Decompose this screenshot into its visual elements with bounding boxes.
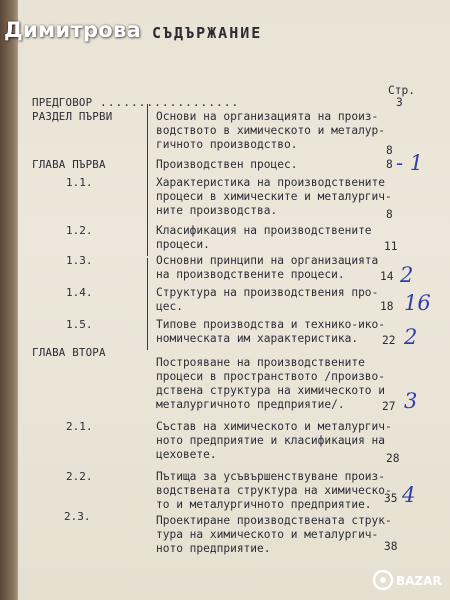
section-number: 1.2.: [66, 224, 93, 237]
column-divider-line: [147, 104, 148, 256]
chapter2-label: ГЛАВА ВТОРА: [32, 346, 106, 359]
section-number: 1.5.: [66, 318, 93, 331]
part1-line: водството в химическото и металур-: [156, 124, 386, 137]
preface-label: ПРЕДГОВОР: [32, 96, 93, 109]
column-divider-line: [147, 258, 148, 350]
handwritten-note: 3: [404, 389, 418, 413]
section-page: 11: [384, 240, 398, 253]
chapter1-page: 8: [386, 158, 393, 171]
section-line: ните производства.: [156, 204, 278, 217]
section-page: 8: [386, 208, 393, 221]
section-page: 38: [384, 540, 398, 553]
chapter2-line: процеси в пространството /произво-: [156, 370, 386, 383]
section-line: ното предприятие и класификация на: [156, 434, 386, 447]
chapter1-title: Производствен процес.: [156, 158, 298, 171]
section-number: 2.1.: [66, 420, 93, 433]
preface-page: 3: [396, 96, 403, 109]
section-page: 35: [384, 492, 398, 505]
chapter1-label: ГЛАВА ПЪРВА: [32, 158, 106, 171]
handwritten-note: 4: [402, 483, 416, 507]
section-line: тура на химическото и металургич-: [156, 528, 379, 541]
section-number: 1.3.: [66, 254, 93, 267]
section-page: 28: [386, 452, 400, 465]
preface-dots: ..................: [100, 96, 240, 109]
section-line: ното предприятие.: [156, 542, 271, 555]
handwritten-note: 2: [404, 325, 418, 349]
section-line: Състав на химическото и металургич-: [156, 420, 392, 433]
section-line: то и металургичното предприятие.: [156, 498, 372, 511]
section-line: Пътища за усъвършенствуване произ-: [156, 470, 386, 483]
section-line: Типове производства и технико-ико-: [156, 318, 386, 331]
section-line: Проектиране производствената струк-: [156, 514, 392, 527]
page-column-header: Стр.: [388, 84, 415, 97]
section-line: Основни принципи на организацията: [156, 254, 379, 267]
handwritten-note: - 1: [396, 151, 424, 175]
marketplace-logo: [372, 566, 444, 594]
section-line: Класификация на производствените: [156, 224, 372, 237]
section-line: водствената структура на химическо-: [156, 484, 392, 497]
part1-label: РАЗДЕЛ ПЪРВИ: [32, 110, 113, 123]
part1-line: Основи на организацията на произ-: [156, 110, 379, 123]
section-page: 18: [380, 300, 394, 313]
section-line: цес.: [156, 300, 183, 313]
section-line: на производствените процеси.: [156, 268, 345, 281]
chapter2-line: Построяване на производствените: [156, 356, 365, 369]
seller-watermark: Димитрова: [4, 18, 142, 42]
handwritten-note: 2: [400, 263, 414, 287]
section-line: Характеристика на производствените: [156, 176, 386, 189]
section-line: процеси в химическите и металургич-: [156, 190, 392, 203]
section-line: процеси.: [156, 238, 210, 251]
chapter2-page: 27: [382, 400, 396, 413]
part1-page: 8: [386, 144, 393, 157]
section-page: 22: [382, 334, 396, 347]
section-line: цеховете.: [156, 448, 217, 461]
section-number: 1.4.: [66, 286, 93, 299]
part1-line: гичното производство.: [156, 138, 298, 151]
section-number: 2.2.: [66, 470, 93, 483]
section-line: Структура на производствения про-: [156, 286, 379, 299]
section-page: 14: [380, 270, 394, 283]
page-title: СЪДЪРЖАНИЕ: [152, 24, 263, 42]
chapter2-line: дствена структура на химическото и: [156, 384, 386, 397]
chapter2-line: металургичното предприятие/.: [156, 398, 345, 411]
marketplace-logo-text: BAZAR: [396, 574, 442, 588]
section-number: 1.1.: [66, 176, 93, 189]
handwritten-note: 16: [404, 291, 431, 315]
section-line: номическата им характеристика.: [156, 332, 359, 345]
section-number: 2.3.: [64, 510, 91, 523]
